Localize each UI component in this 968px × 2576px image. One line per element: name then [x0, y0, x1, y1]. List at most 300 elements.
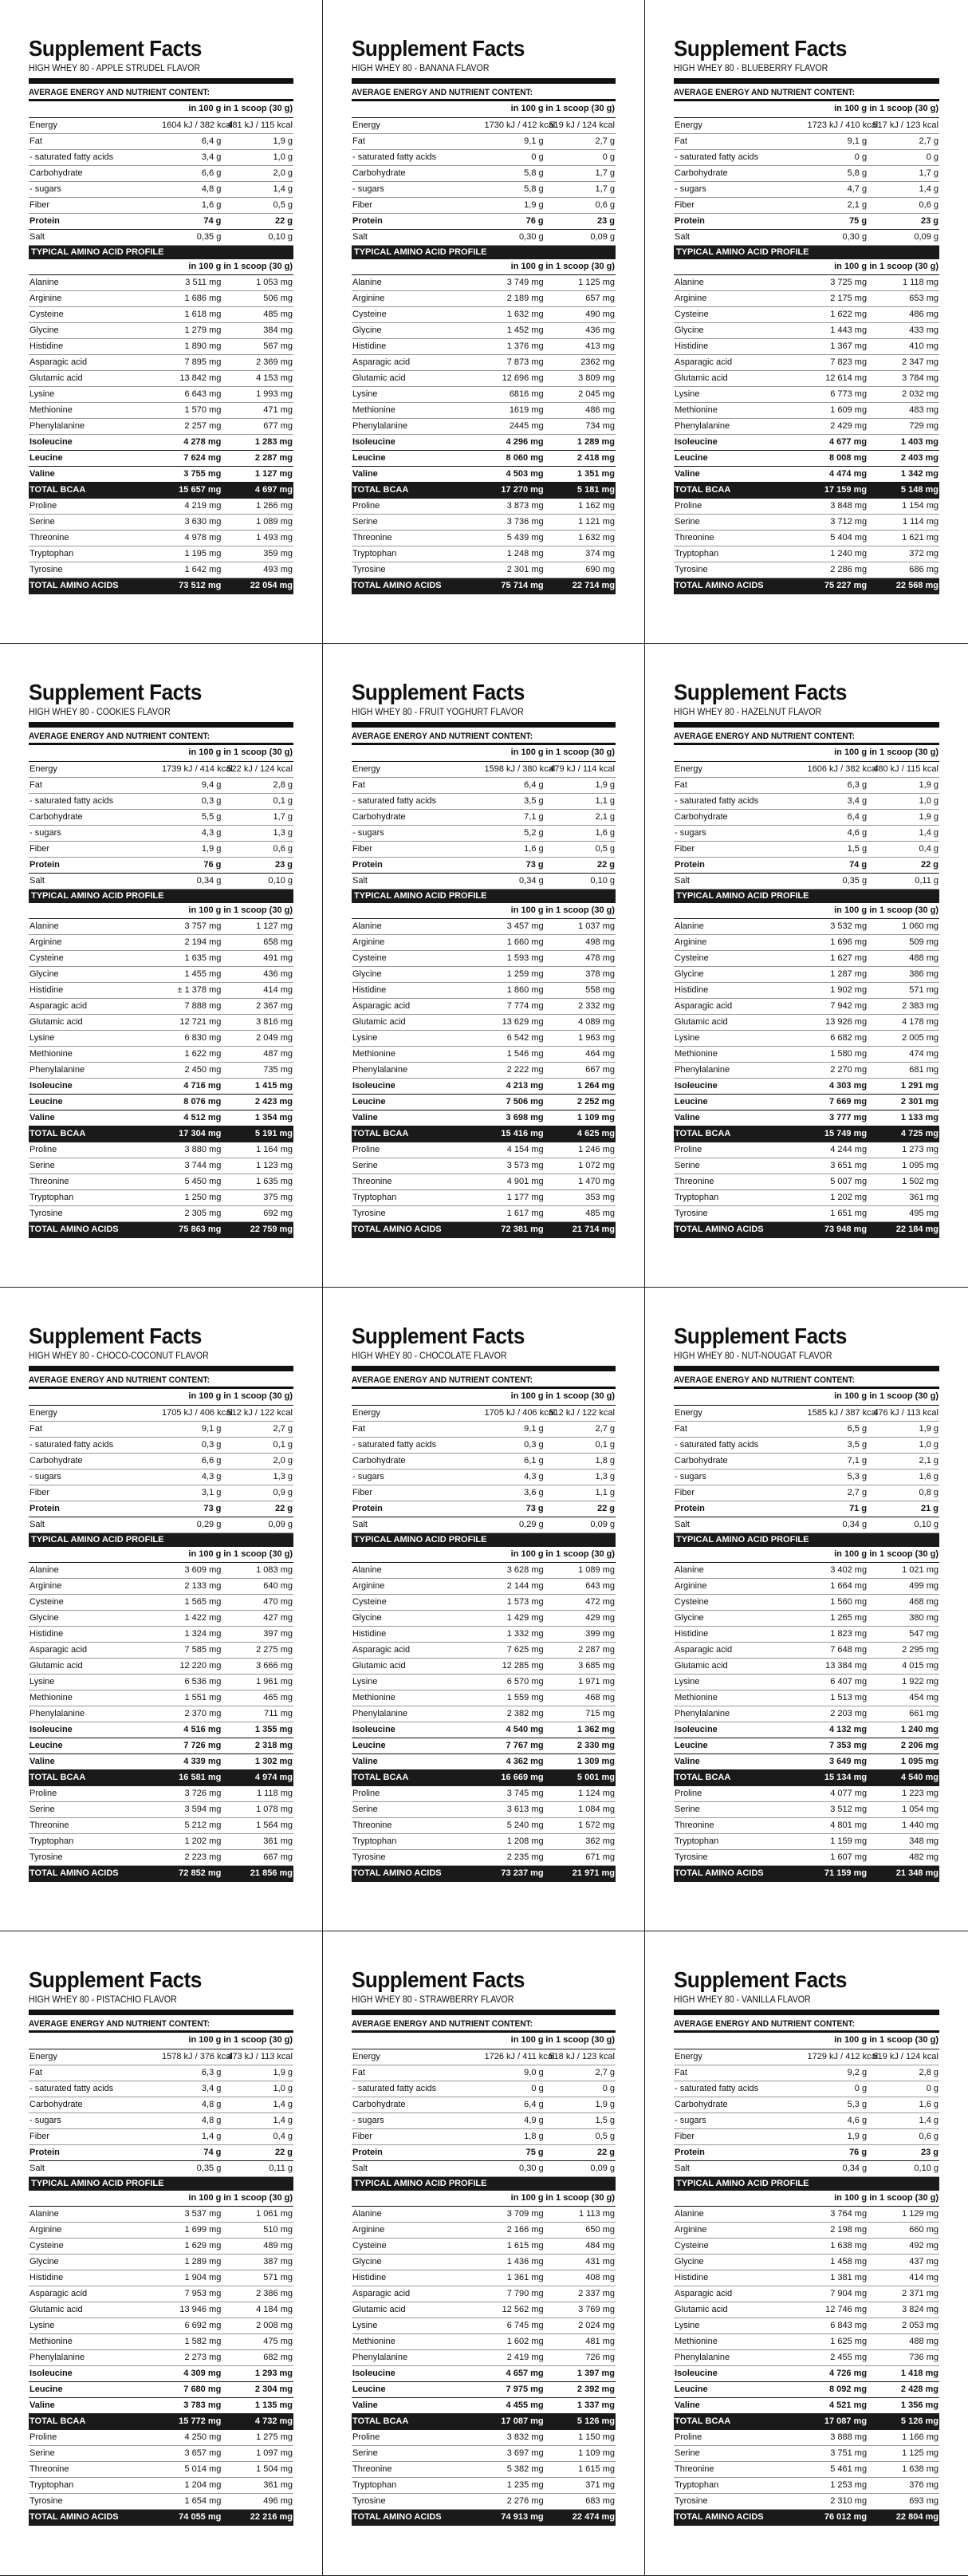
value-per-100g: 1 195 mg — [161, 546, 222, 562]
value-per-100g: 3 744 mg — [161, 1158, 222, 1174]
value-per-100g: 4 516 mg — [161, 1722, 222, 1738]
value-per-100g: 12 220 mg — [161, 1659, 222, 1675]
value-per-scoop: 22 g — [222, 1501, 293, 1517]
value-per-scoop: 374 mg — [545, 546, 616, 562]
value-per-scoop: 1 403 mg — [868, 435, 939, 451]
amino-row — [29, 403, 293, 419]
row-label: Tyrosine — [352, 1850, 484, 1866]
value-per-100g: 3 712 mg — [807, 515, 868, 531]
value-per-100g: 4 540 mg — [484, 1722, 545, 1738]
amino-row — [352, 1722, 616, 1738]
value-per-scoop: 1 564 mg — [222, 1818, 293, 1834]
nutrient-row — [674, 181, 939, 197]
value-per-scoop: 2,1 g — [868, 1453, 939, 1469]
amino-row — [352, 2254, 616, 2270]
nutrient-row — [674, 133, 939, 149]
value-per-100g: 1 240 mg — [807, 546, 868, 562]
value-per-scoop: 1 302 mg — [222, 1754, 293, 1770]
value-per-scoop: 667 mg — [222, 1850, 293, 1866]
value-per-100g: 8 008 mg — [807, 451, 868, 467]
amino-row — [29, 2207, 293, 2223]
nutrient-header-row — [674, 101, 939, 117]
value-per-scoop: 1,9 g — [868, 777, 939, 793]
amino-row — [29, 339, 293, 355]
value-per-scoop: 498 mg — [545, 935, 616, 951]
divider — [29, 78, 293, 84]
value-per-100g: 9,1 g — [484, 1421, 545, 1437]
amino-row — [352, 2366, 616, 2382]
amino-row — [674, 1754, 939, 1770]
value-per-scoop: 1 275 mg — [222, 2430, 293, 2446]
row-label: Protein — [29, 2144, 161, 2160]
row-label: Tyrosine — [29, 1850, 161, 1866]
amino-row — [29, 1770, 293, 1786]
nutrient-row — [352, 2097, 616, 2112]
value-per-scoop: 640 mg — [222, 1579, 293, 1595]
row-label: Salt — [674, 2160, 807, 2176]
product-flavor-name: HIGH WHEY 80 - APPLE STRUDEL FLAVOR — [29, 64, 200, 73]
row-label: Tryptophan — [674, 1834, 807, 1850]
energy-section-heading: AVERAGE ENERGY AND NUTRIENT CONTENT: — [29, 2019, 210, 2029]
row-label: Tryptophan — [352, 1834, 484, 1850]
value-per-100g: 2 276 mg — [484, 2494, 545, 2510]
amino-row — [29, 1802, 293, 1818]
value-per-100g: 6816 mg — [484, 387, 545, 403]
nutrient-row — [29, 793, 293, 809]
row-label: Glutamic acid — [674, 1015, 807, 1031]
nutrient-row — [29, 777, 293, 793]
value-per-scoop: 2 418 mg — [545, 451, 616, 467]
header-per-scoop: in 1 scoop (30 g) — [222, 1547, 293, 1563]
value-per-scoop: 2,8 g — [868, 2065, 939, 2081]
value-per-scoop: 1 615 mg — [545, 2462, 616, 2478]
row-label: Glutamic acid — [352, 1659, 484, 1675]
row-label: Serine — [352, 2446, 484, 2462]
value-per-scoop: 0,09 g — [545, 2160, 616, 2176]
value-per-scoop: 21 714 mg — [545, 1222, 616, 1238]
amino-row — [29, 2398, 293, 2414]
row-label: Alanine — [29, 275, 161, 291]
value-per-scoop: 571 mg — [868, 983, 939, 999]
value-per-scoop: 650 mg — [545, 2223, 616, 2239]
value-per-100g: 3 630 mg — [161, 515, 222, 531]
value-per-scoop: 22 g — [545, 857, 616, 873]
value-per-100g: 76 g — [161, 857, 222, 873]
row-label: Asparagic acid — [352, 1643, 484, 1659]
nutrient-row — [674, 793, 939, 809]
value-per-100g: 1,9 g — [161, 841, 222, 857]
nutrient-row — [29, 1437, 293, 1453]
amino-row — [352, 323, 616, 339]
row-label: Salt — [352, 1517, 484, 1533]
amino-row — [352, 387, 616, 403]
value-per-100g: 7 624 mg — [161, 451, 222, 467]
value-per-scoop: 21 856 mg — [222, 1866, 293, 1882]
value-per-100g: 1606 kJ / 382 kcal — [807, 761, 868, 777]
value-per-100g: 1,9 g — [484, 197, 545, 213]
divider — [29, 1366, 293, 1371]
value-per-scoop: 22 054 mg — [222, 578, 293, 594]
row-label: Glutamic acid — [352, 371, 484, 387]
value-per-scoop: 3 824 mg — [868, 2302, 939, 2318]
row-label: Glutamic acid — [674, 1659, 807, 1675]
amino-row — [352, 2207, 616, 2223]
value-per-scoop: 2 206 mg — [868, 1738, 939, 1754]
amino-row — [674, 1627, 939, 1643]
value-per-100g: 7 353 mg — [807, 1738, 868, 1754]
value-per-scoop: 429 mg — [545, 1611, 616, 1627]
value-per-scoop: 1 470 mg — [545, 1174, 616, 1190]
value-per-100g: 3 751 mg — [807, 2446, 868, 2462]
nutrient-row — [674, 149, 939, 165]
amino-row — [29, 2510, 293, 2526]
nutrient-row — [674, 213, 939, 229]
value-per-scoop: 1 638 mg — [868, 2462, 939, 2478]
value-per-scoop: 3 666 mg — [222, 1659, 293, 1675]
amino-row — [674, 1802, 939, 1818]
nutrient-row — [352, 761, 616, 777]
value-per-100g: 1604 kJ / 382 kcal — [161, 117, 222, 133]
value-per-scoop: 1 337 mg — [545, 2398, 616, 2414]
row-label: Cysteine — [352, 1595, 484, 1611]
row-label: Isoleucine — [674, 435, 807, 451]
nutrient-row — [674, 165, 939, 181]
amino-section-heading: TYPICAL AMINO ACID PROFILE — [674, 2177, 939, 2191]
amino-row — [674, 1563, 939, 1579]
card-title: Supplement Facts — [352, 36, 525, 61]
value-per-scoop: 2 045 mg — [545, 387, 616, 403]
amino-row — [674, 371, 939, 387]
row-label: TOTAL AMINO ACIDS — [674, 1222, 807, 1238]
row-label: Lysine — [674, 1031, 807, 1047]
value-per-100g: 7 585 mg — [161, 1643, 222, 1659]
row-label: Serine — [29, 515, 161, 531]
value-per-100g: 5,8 g — [807, 165, 868, 181]
value-per-100g: 6,4 g — [484, 777, 545, 793]
value-per-scoop: 454 mg — [868, 1690, 939, 1706]
row-label: Fiber — [29, 197, 161, 213]
card-title: Supplement Facts — [29, 1967, 202, 1992]
value-per-scoop: 735 mg — [222, 1063, 293, 1079]
value-per-100g: 1 265 mg — [807, 1611, 868, 1627]
value-per-scoop: 378 mg — [545, 967, 616, 983]
nutrient-row — [674, 1485, 939, 1501]
value-per-scoop: 0,09 g — [222, 1517, 293, 1533]
value-per-scoop: 1 125 mg — [545, 275, 616, 291]
amino-row — [29, 307, 293, 323]
amino-row — [674, 2318, 939, 2334]
value-per-scoop: 1 632 mg — [545, 531, 616, 546]
nutrient-table — [352, 745, 616, 890]
nutrient-row — [352, 1437, 616, 1453]
amino-acid-table — [29, 1547, 293, 1883]
row-label: Threonine — [674, 531, 807, 546]
value-per-scoop: 0,5 g — [545, 841, 616, 857]
value-per-100g: 12 746 mg — [807, 2302, 868, 2318]
amino-row — [674, 1866, 939, 1882]
amino-row — [674, 1174, 939, 1190]
header-per-scoop: in 1 scoop (30 g) — [545, 903, 616, 919]
row-label: Proline — [674, 499, 807, 515]
value-per-scoop: 1,9 g — [545, 2097, 616, 2112]
amino-section-heading: TYPICAL AMINO ACID PROFILE — [29, 246, 293, 259]
value-per-100g: 4 362 mg — [484, 1754, 545, 1770]
amino-row — [352, 1738, 616, 1754]
value-per-100g: 4 296 mg — [484, 435, 545, 451]
value-per-scoop: 1 121 mg — [545, 515, 616, 531]
amino-row — [352, 355, 616, 371]
value-per-scoop: 2362 mg — [545, 355, 616, 371]
amino-row — [29, 371, 293, 387]
amino-row — [674, 2239, 939, 2254]
amino-row — [352, 2446, 616, 2462]
value-per-100g: 4 250 mg — [161, 2430, 222, 2446]
amino-acid-table — [674, 1547, 939, 1883]
row-label: Salt — [352, 873, 484, 889]
supplement-facts-card — [645, 644, 968, 1288]
row-label: - saturated fatty acids — [352, 149, 484, 165]
amino-row — [29, 1095, 293, 1110]
row-label: Asparagic acid — [29, 2286, 161, 2302]
value-per-scoop: 1,0 g — [222, 2081, 293, 2097]
row-label: Alanine — [674, 275, 807, 291]
value-per-100g: 17 087 mg — [807, 2414, 868, 2430]
row-label: - sugars — [352, 1469, 484, 1485]
row-label: Serine — [674, 1158, 807, 1174]
value-per-scoop: 484 mg — [545, 2239, 616, 2254]
row-label: Lysine — [29, 2318, 161, 2334]
value-per-scoop: 468 mg — [545, 1690, 616, 1706]
row-label: Serine — [352, 515, 484, 531]
value-per-100g: 0,29 g — [161, 1517, 222, 1533]
value-per-100g: 3 613 mg — [484, 1802, 545, 1818]
amino-row — [29, 578, 293, 594]
value-per-scoop: 0,10 g — [868, 1517, 939, 1533]
row-label: Phenylalanine — [352, 2350, 484, 2366]
value-per-100g: 17 159 mg — [807, 483, 868, 499]
row-label: Fat — [674, 2065, 807, 2081]
value-per-scoop: 21 g — [868, 1501, 939, 1517]
row-label: - saturated fatty acids — [674, 2081, 807, 2097]
value-per-100g: 6 682 mg — [807, 1031, 868, 1047]
amino-row — [29, 1627, 293, 1643]
value-per-scoop: 1 125 mg — [868, 2446, 939, 2462]
amino-row — [352, 919, 616, 935]
value-per-100g: 2,1 g — [807, 197, 868, 213]
value-per-100g: 3 609 mg — [161, 1563, 222, 1579]
value-per-scoop: 470 mg — [222, 1595, 293, 1611]
header-per-scoop: in 1 scoop (30 g) — [868, 1389, 939, 1405]
amino-row — [29, 1659, 293, 1675]
row-label: Methionine — [674, 1047, 807, 1063]
row-label: TOTAL BCAA — [29, 1770, 161, 1786]
value-per-scoop: 21 348 mg — [868, 1866, 939, 1882]
value-per-scoop: 2 287 mg — [222, 451, 293, 467]
value-per-100g: 1705 kJ / 406 kcal — [161, 1405, 222, 1421]
value-per-100g: 0,30 g — [484, 229, 545, 245]
value-per-100g: 2 429 mg — [807, 419, 868, 435]
row-label: Fat — [674, 777, 807, 793]
value-per-scoop: 0 g — [545, 2081, 616, 2097]
value-per-100g: 1 204 mg — [161, 2478, 222, 2494]
row-label: - sugars — [29, 1469, 161, 1485]
row-label: Threonine — [29, 531, 161, 546]
row-label: Arginine — [674, 1579, 807, 1595]
amino-row — [674, 339, 939, 355]
value-per-100g: 3 783 mg — [161, 2398, 222, 2414]
row-label: Histidine — [352, 339, 484, 355]
value-per-scoop: 22 568 mg — [868, 578, 939, 594]
amino-row — [674, 387, 939, 403]
value-per-100g: 2 382 mg — [484, 1706, 545, 1722]
amino-row — [29, 1110, 293, 1126]
value-per-scoop: 1 273 mg — [868, 1142, 939, 1158]
value-per-scoop: 1 415 mg — [222, 1079, 293, 1095]
row-label: Alanine — [29, 919, 161, 935]
header-per-100g: in 100 g — [161, 1547, 222, 1563]
value-per-scoop: 1,6 g — [545, 825, 616, 841]
value-per-100g: 6 773 mg — [807, 387, 868, 403]
energy-section-heading: AVERAGE ENERGY AND NUTRIENT CONTENT: — [29, 732, 210, 741]
row-label: Asparagic acid — [674, 2286, 807, 2302]
value-per-scoop: 1 283 mg — [222, 435, 293, 451]
value-per-100g: 15 657 mg — [161, 483, 222, 499]
amino-header-row — [352, 2191, 616, 2207]
amino-row — [352, 983, 616, 999]
value-per-100g: 74 g — [161, 2144, 222, 2160]
header-per-scoop: in 1 scoop (30 g) — [868, 2191, 939, 2207]
row-label: Threonine — [674, 2462, 807, 2478]
value-per-100g: 3 725 mg — [807, 275, 868, 291]
value-per-100g: 1730 kJ / 412 kcal — [484, 117, 545, 133]
amino-row — [352, 499, 616, 515]
nutrient-row — [352, 2049, 616, 2065]
amino-row — [29, 419, 293, 435]
product-flavor-name: HIGH WHEY 80 - VANILLA FLAVOR — [674, 1995, 811, 2005]
row-label: TOTAL AMINO ACIDS — [29, 2510, 161, 2526]
value-per-scoop: 353 mg — [545, 1190, 616, 1206]
value-per-scoop: 475 mg — [222, 2334, 293, 2350]
value-per-scoop: 1 291 mg — [868, 1079, 939, 1095]
value-per-100g: 5 450 mg — [161, 1174, 222, 1190]
amino-row — [352, 1690, 616, 1706]
nutrient-row — [352, 825, 616, 841]
nutrient-table — [352, 1389, 616, 1533]
value-per-100g: 3,4 g — [807, 793, 868, 809]
value-per-scoop: 729 mg — [868, 419, 939, 435]
row-label: Protein — [352, 857, 484, 873]
value-per-scoop: 1,4 g — [868, 2112, 939, 2128]
value-per-scoop: 493 mg — [222, 562, 293, 578]
row-label: Leucine — [29, 2382, 161, 2398]
amino-row — [29, 1834, 293, 1850]
amino-row — [352, 307, 616, 323]
amino-row — [674, 1206, 939, 1222]
value-per-100g: 5 212 mg — [161, 1818, 222, 1834]
row-label: Valine — [352, 467, 484, 483]
row-label: Glycine — [674, 2254, 807, 2270]
amino-row — [674, 1158, 939, 1174]
row-label: - sugars — [29, 181, 161, 197]
value-per-100g: 1,8 g — [484, 2128, 545, 2144]
value-per-100g: 4 455 mg — [484, 2398, 545, 2414]
value-per-scoop: 4 184 mg — [222, 2302, 293, 2318]
row-label: Valine — [352, 1754, 484, 1770]
value-per-100g: 2 175 mg — [807, 291, 868, 307]
row-label: Asparagic acid — [674, 999, 807, 1015]
amino-row — [352, 1174, 616, 1190]
row-label: Tyrosine — [29, 1206, 161, 1222]
amino-row — [352, 999, 616, 1015]
value-per-scoop: 1,1 g — [545, 1485, 616, 1501]
amino-row — [674, 1818, 939, 1834]
value-per-scoop: 1 054 mg — [868, 1802, 939, 1818]
value-per-scoop: 486 mg — [868, 307, 939, 323]
value-per-100g: 4 503 mg — [484, 467, 545, 483]
value-per-100g: 3,4 g — [161, 2081, 222, 2097]
value-per-scoop: 2 332 mg — [545, 999, 616, 1015]
value-per-scoop: 22 474 mg — [545, 2510, 616, 2526]
nutrient-table — [352, 2033, 616, 2177]
value-per-scoop: 1 127 mg — [222, 919, 293, 935]
header-per-scoop: in 1 scoop (30 g) — [868, 1547, 939, 1563]
nutrient-header-row — [674, 2033, 939, 2049]
row-label: - saturated fatty acids — [674, 793, 807, 809]
value-per-100g: 6,6 g — [161, 1453, 222, 1469]
value-per-100g: 2 270 mg — [807, 1063, 868, 1079]
value-per-scoop: 1,8 g — [545, 1453, 616, 1469]
row-label: Lysine — [352, 1031, 484, 1047]
row-label: Serine — [674, 2446, 807, 2462]
value-per-100g: 4,9 g — [484, 2112, 545, 2128]
row-label: TOTAL AMINO ACIDS — [352, 2510, 484, 2526]
value-per-scoop: 0,9 g — [222, 1485, 293, 1501]
value-per-scoop: 671 mg — [545, 1850, 616, 1866]
row-label: Valine — [674, 1754, 807, 1770]
value-per-100g: 6,4 g — [807, 809, 868, 825]
value-per-scoop: 1 021 mg — [868, 1563, 939, 1579]
value-per-scoop: 495 mg — [868, 1206, 939, 1222]
amino-row — [674, 1595, 939, 1611]
value-per-100g: 7 680 mg — [161, 2382, 222, 2398]
value-per-100g: 6,6 g — [161, 165, 222, 181]
header-per-100g: in 100 g — [807, 1547, 868, 1563]
row-label: Proline — [674, 1786, 807, 1802]
row-label: Tryptophan — [29, 2478, 161, 2494]
nutrient-row — [29, 213, 293, 229]
row-label: Isoleucine — [352, 435, 484, 451]
value-per-100g: 3 832 mg — [484, 2430, 545, 2446]
value-per-100g: 1 664 mg — [807, 1579, 868, 1595]
header-blank — [352, 1547, 484, 1563]
amino-acid-table — [674, 2191, 939, 2527]
value-per-scoop: 4 540 mg — [868, 1770, 939, 1786]
value-per-scoop: 2 428 mg — [868, 2382, 939, 2398]
row-label: Tyrosine — [352, 562, 484, 578]
amino-header-row — [29, 1547, 293, 1563]
amino-row — [352, 1850, 616, 1866]
value-per-scoop: 4 153 mg — [222, 371, 293, 387]
value-per-scoop: 3 784 mg — [868, 371, 939, 387]
row-label: Threonine — [29, 1174, 161, 1190]
row-label: Fiber — [674, 841, 807, 857]
row-label: Salt — [674, 1517, 807, 1533]
value-per-100g: 2 455 mg — [807, 2350, 868, 2366]
row-label: Proline — [352, 499, 484, 515]
value-per-scoop: 1 354 mg — [222, 1110, 293, 1126]
value-per-scoop: 1 289 mg — [545, 435, 616, 451]
value-per-100g: 6 407 mg — [807, 1675, 868, 1690]
